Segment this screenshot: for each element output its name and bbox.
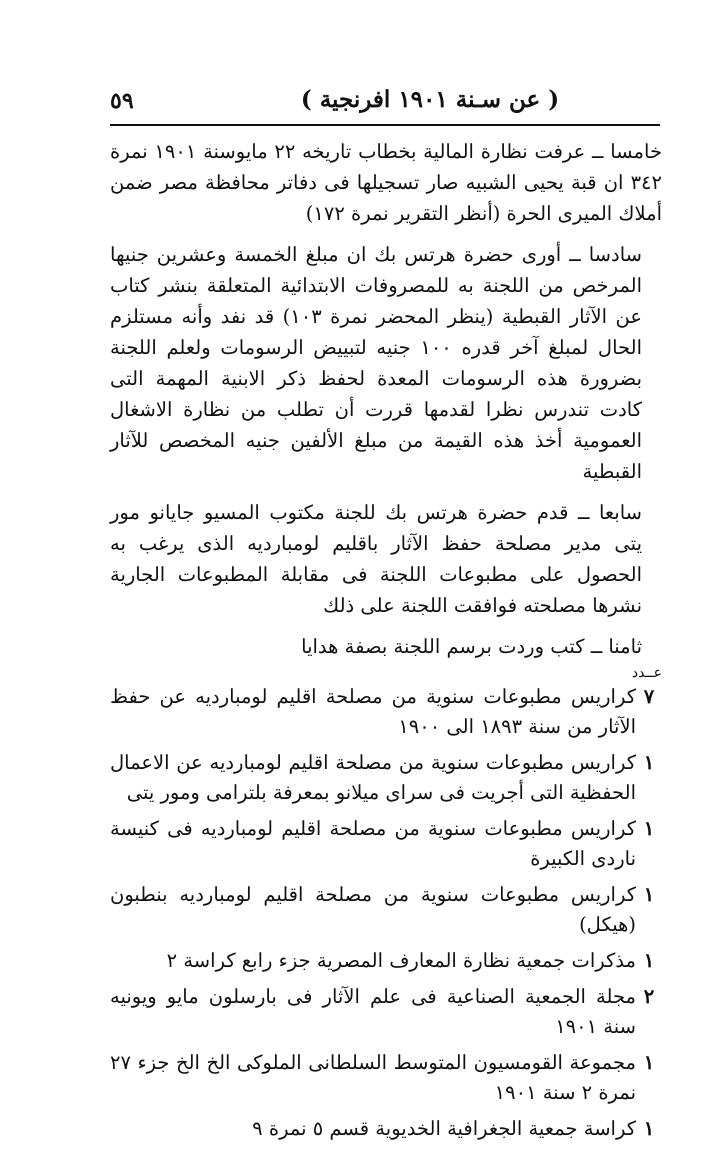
item-description: مذكرات جمعية نظارة المعارف المصرية جزء رابع كراسة ٢ bbox=[166, 949, 636, 972]
item-description: كراريس مطبوعات سنوية من مصلحة اقليم لومبارديه بنطبون (هيكل) bbox=[110, 883, 636, 936]
list-item bbox=[110, 682, 662, 742]
item-quantity: ١ bbox=[643, 1051, 655, 1074]
paragraph-sixth: سادسا ــ أورى حضرة هرتس بك ان مبلغ الخمسة وعشرين جنيها المرخص من اللجنة به للمصروفات الابتدائية المتعلقة بنشر كتاب عن الآثار القبطية (ينظر المحضر نمرة ١٠٣) قد نفد وأنه مستلزم الحال لمبلغ آخر قدره ١٠٠ جنيه لتبييض الرسومات ولعلم اللجنة بضرورة هذه الرسومات المعدة لحفظ ذكر الابنية المهمة التى كادت تندرس نظرا لقدمها قررت أن تطلب من نظارة الاشغال العمومية أخذ هذه القيمة من مبلغ الألفين جنيه المخصص للآثار القبطية bbox=[110, 243, 642, 483]
item-description: كراريس مطبوعات سنوية من مصلحة اقليم لومبارديه فى كنيسة ناردى الكبيرة bbox=[110, 817, 636, 870]
item-quantity: ١ bbox=[643, 751, 655, 774]
item-quantity: ١ bbox=[643, 1117, 655, 1140]
item-quantity: ١ bbox=[643, 817, 655, 840]
item-description: مجموعة القومسيون المتوسط السلطانى الملوكى الخ الخ جزء ٢٧ نمرة ٢ سنة ١٩٠١ bbox=[110, 1051, 636, 1104]
item-quantity: ١ bbox=[643, 883, 655, 906]
list-item bbox=[110, 946, 662, 976]
list-item bbox=[110, 814, 662, 874]
item-quantity: ٢ bbox=[643, 985, 655, 1008]
list-item bbox=[110, 982, 662, 1042]
page-number: ٥٩ bbox=[110, 88, 134, 114]
list-item bbox=[110, 880, 662, 940]
item-quantity: ٧ bbox=[643, 685, 655, 708]
body-text bbox=[110, 136, 662, 1150]
item-quantity: ١ bbox=[643, 949, 655, 972]
list-item bbox=[110, 1114, 662, 1144]
item-description: مجلة الجمعية الصناعية فى علم الآثار فى بارسلون مايو ويونيه سنة ١٩٠١ bbox=[110, 985, 636, 1038]
list-item bbox=[110, 748, 662, 808]
item-description: كراسة جمعية الجغرافية الخديوية قسم ٥ نمرة ٩ bbox=[252, 1117, 636, 1140]
gift-books-list bbox=[110, 682, 662, 1144]
paragraph-eighth: ثامنا ــ كتب وردت برسم اللجنة بصفة هدايا bbox=[301, 635, 642, 658]
list-item bbox=[110, 1048, 662, 1108]
running-title: ( عن سـنة ١٩٠١ افرنجية ) bbox=[300, 86, 560, 113]
header-rule bbox=[110, 124, 660, 126]
count-column-label: عــدد bbox=[631, 665, 662, 681]
item-description: كراريس مطبوعات سنوية من مصلحة اقليم لومبارديه عن حفظ الآثار من سنة ١٨٩٣ الى ١٩٠٠ bbox=[110, 685, 636, 738]
paragraph-fifth: خامسا ــ عرفت نظارة المالية بخطاب تاريخه ٢٢ مايوسنة ١٩٠١ نمرة ٣٤٢ ان قبة يحيى الشبيه صار تسجيلها فى دفاتر محافظة مصر ضمن أملاك الميرى الحرة (أنظر التقرير نمرة ١٧٢) bbox=[110, 140, 662, 225]
paragraph-seventh: سابعا ــ قدم حضرة هرتس بك للجنة مكتوب المسيو جايانو مور يتى مدير مصلحة حفظ الآثار باقليم لومبارديه الذى يرغب به الحصول على مطبوعات اللجنة فى مقابلة المطبوعات الجارية نشرها مصلحته فوافقت اللجنة على ذلك bbox=[110, 501, 642, 617]
item-description: كراريس مطبوعات سنوية من مصلحة اقليم لومبارديه عن الاعمال الحفظية التى أجريت فى سراى ميلانو بمعرفة بلترامى ومور يتى bbox=[110, 751, 636, 804]
page-header bbox=[110, 82, 660, 122]
